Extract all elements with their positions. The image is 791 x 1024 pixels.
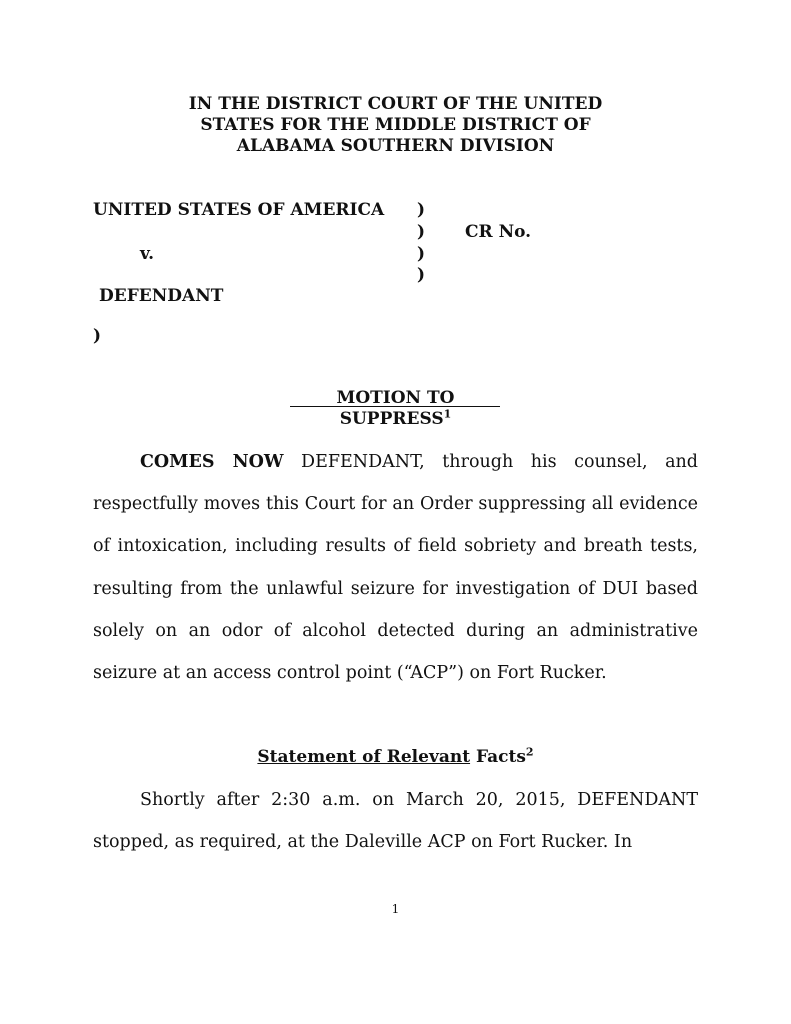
caption-paren-1: ) bbox=[417, 200, 426, 220]
facts-heading-underlined: Statement of Relevant bbox=[257, 747, 471, 767]
facts-paragraph: Shortly after 2:30 a.m. on March 20, 2015, DEFENDANT stopped, as required, at the Daleville ACP on Fort Rucker. In bbox=[93, 790, 698, 853]
facts-heading-rest: Facts bbox=[470, 747, 526, 767]
facts-heading bbox=[93, 745, 698, 769]
case-number-label: CR No. bbox=[465, 222, 532, 242]
court-header-line-1: IN THE DISTRICT COURT OF THE UNITED bbox=[188, 94, 603, 114]
court-header-line-2: STATES FOR THE MIDDLE DISTRICT OF bbox=[200, 115, 591, 135]
footnote-ref-1: 1 bbox=[443, 407, 452, 421]
caption-defendant: DEFENDANT bbox=[99, 286, 224, 306]
caption-paren-4: ) bbox=[417, 265, 426, 285]
footnote-ref-2: 2 bbox=[525, 745, 534, 759]
court-header bbox=[120, 94, 671, 157]
caption-paren-3: ) bbox=[417, 244, 426, 264]
caption-versus: v. bbox=[140, 244, 155, 264]
motion-title-line-2 bbox=[200, 409, 591, 430]
motion-title bbox=[200, 388, 591, 430]
motion-title-line-1: MOTION TO bbox=[336, 388, 455, 408]
intro-paragraph bbox=[93, 441, 698, 694]
caption-plaintiff: UNITED STATES OF AMERICA bbox=[93, 200, 385, 220]
court-header-line-3: ALABAMA SOUTHERN DIVISION bbox=[236, 136, 555, 156]
intro-lead: COMES NOW bbox=[140, 452, 284, 472]
intro-body: DEFENDANT, through his counsel, and respectfully moves this Court for an Order suppressing all evidence of intoxication, including results of field sobriety and breath tests, resulting from the unlawful seizure for investigation of DUI based solely on an odor of alcohol detected during an administrative seizure at an access control point (“ACP”) on Fort Rucker. bbox=[93, 452, 698, 684]
caption-paren-2: ) bbox=[417, 222, 426, 242]
caption-paren-5: ) bbox=[93, 326, 102, 346]
motion-title-text: SUPPRESS bbox=[339, 409, 444, 429]
page-number: 1 bbox=[391, 902, 400, 916]
